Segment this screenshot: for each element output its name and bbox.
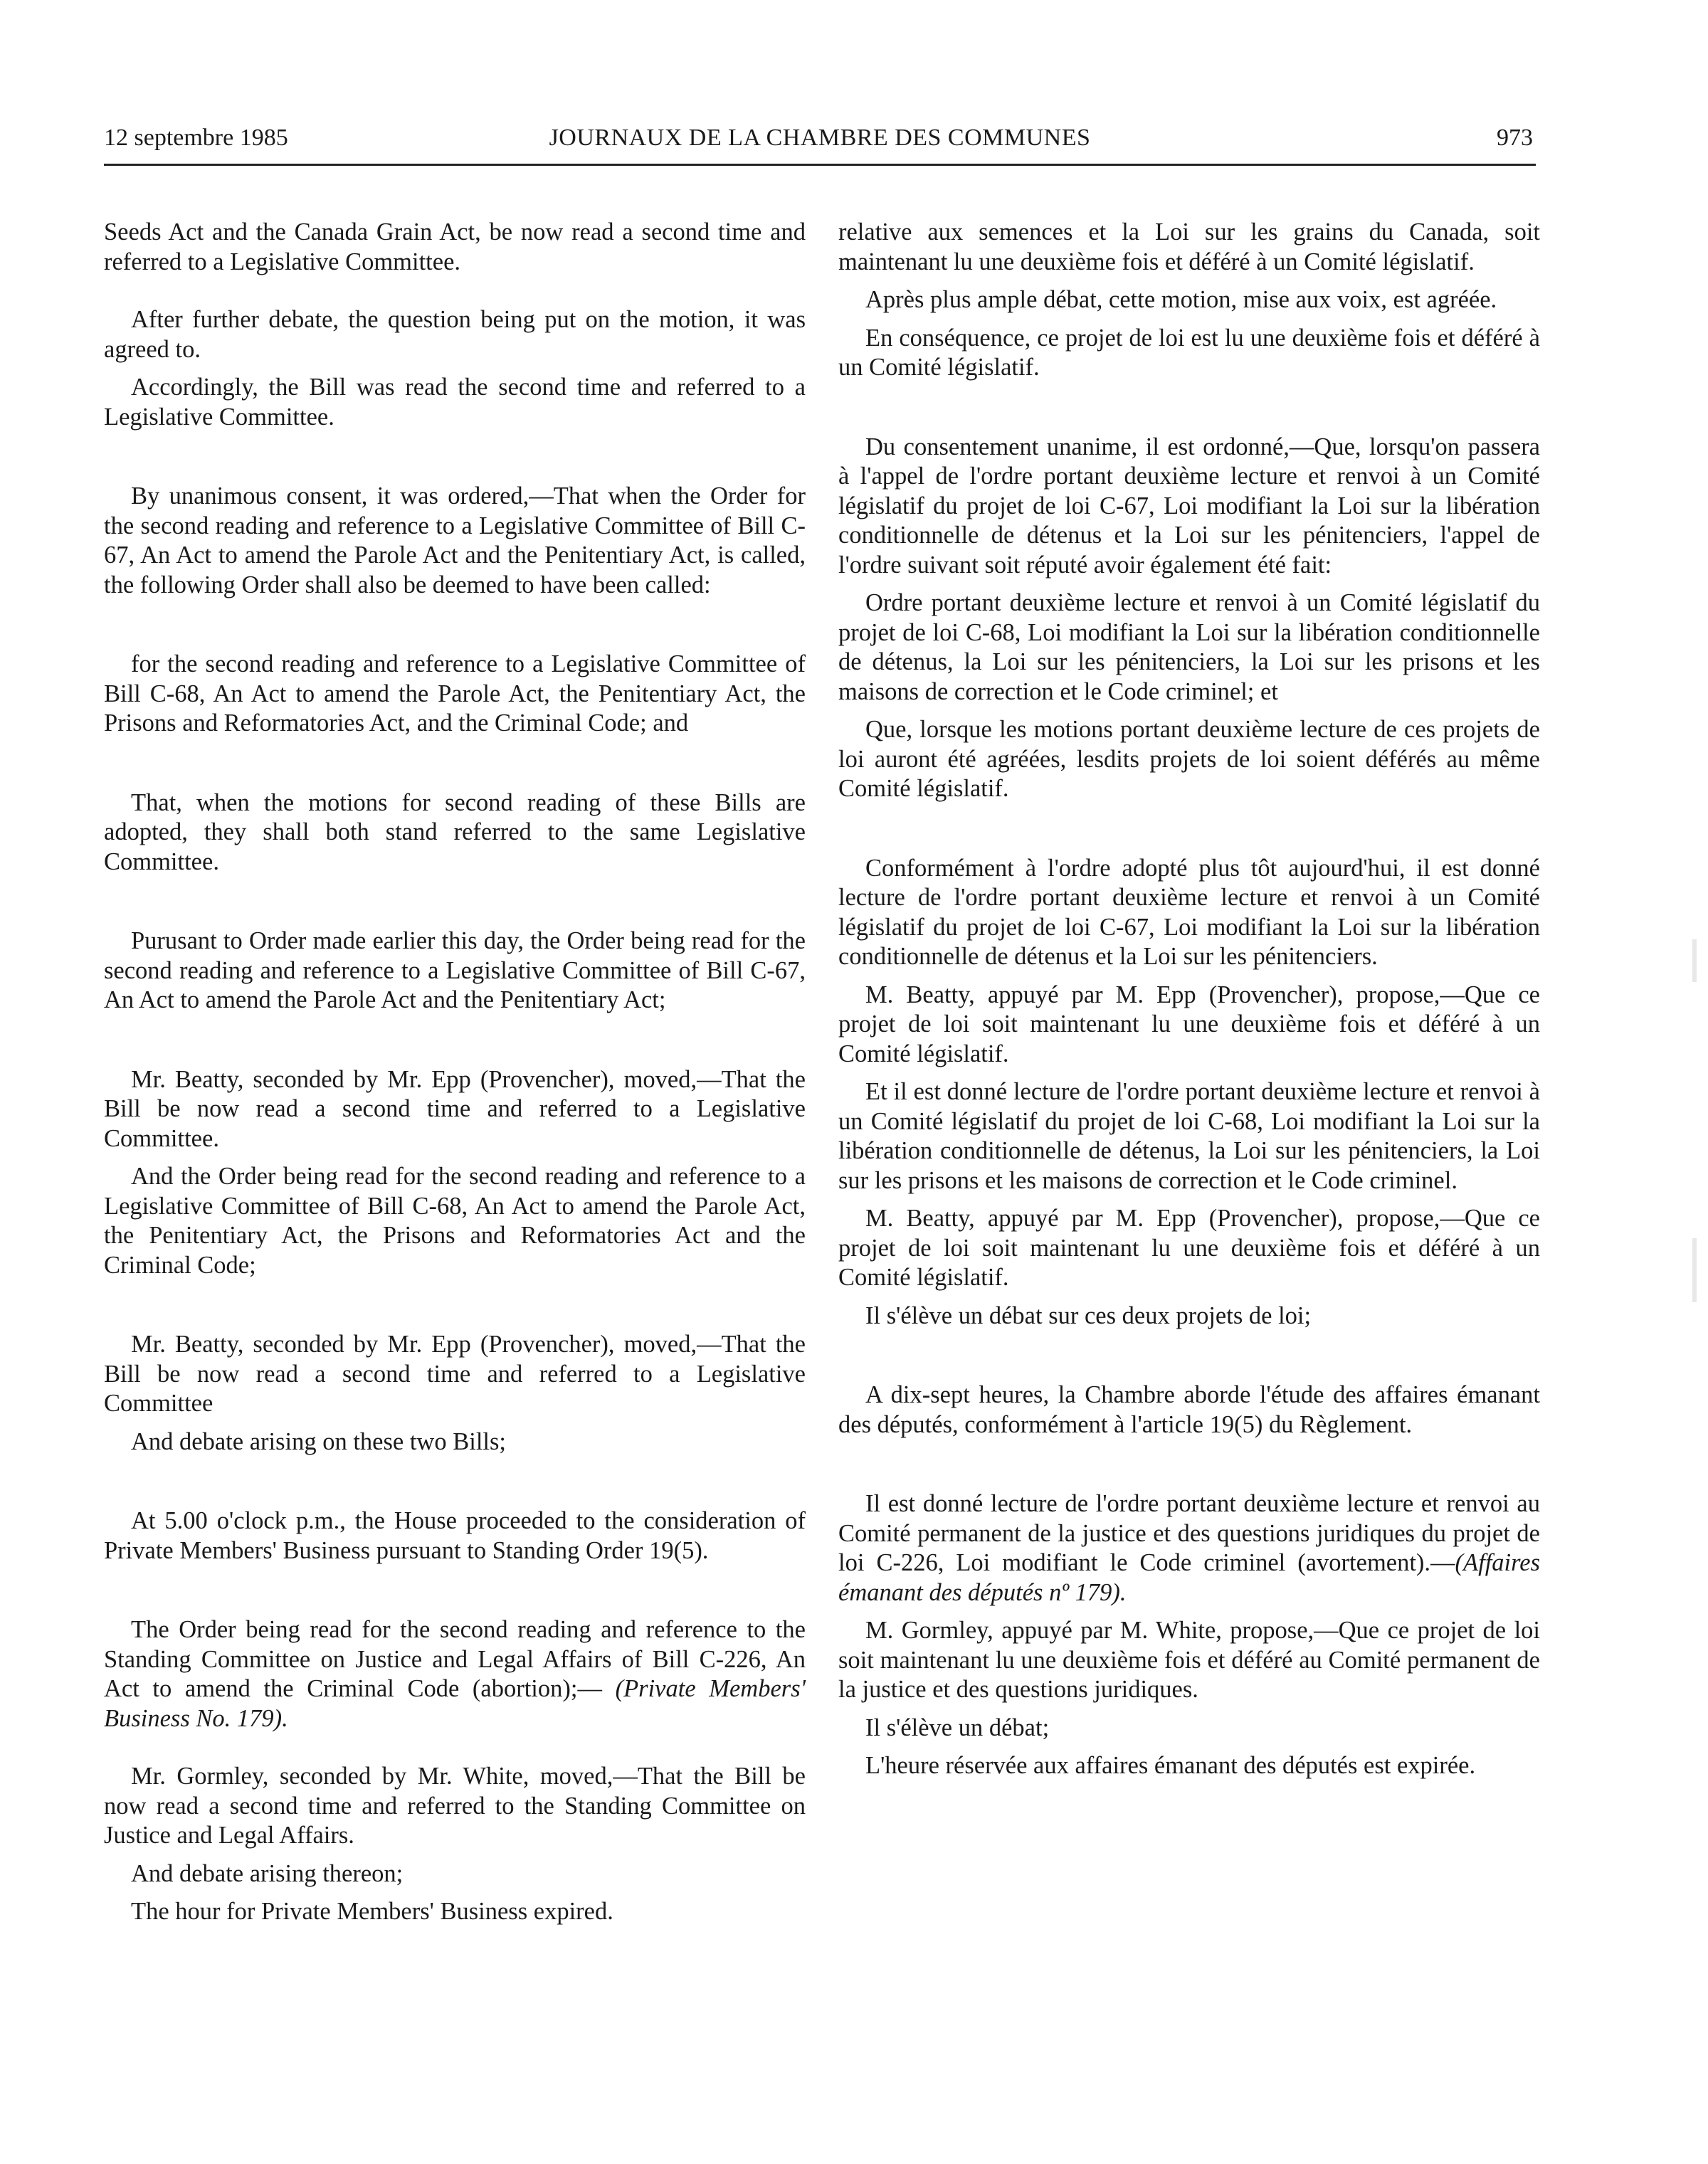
paragraph: M. Beatty, appuyé par M. Epp (Provencher), propose,—Que ce projet de loi soit maintenant lu une deuxième fois et déféré à un Comité législatif. [838, 1205, 1540, 1291]
paragraph: Que, lorsque les motions portant deuxième lecture de ces projets de loi auront été agréées, lesdits projets de loi soient déférés au même Comité législatif. [838, 716, 1540, 802]
paragraph: Il s'élève un débat sur ces deux projets de loi; [865, 1302, 1312, 1329]
paragraph [838, 1489, 1540, 1608]
paragraph-text: The Order being read for the second reading and reference to the Standing Committee on Justice and Legal Affairs of Bill C-226, An Act to amend the Criminal Code (abortion);— [104, 1616, 806, 1702]
scan-artifact [1692, 939, 1697, 982]
paragraph [104, 1615, 806, 1733]
paragraph: And the Order being read for the second reading and reference to a Legislative Committee of Bill C-68, An Act to amend the Parole Act, the Penitentiary Act, the Prisons and Reformatories Act and the Criminal Code; [104, 1163, 806, 1279]
paragraph: Accordingly, the Bill was read the second time and referred to a Legislative Committee. [104, 374, 806, 431]
paragraph: Du consentement unanime, il est ordonné,—Que, lorsqu'on passera à l'appel de l'ordre portant deuxième lecture et renvoi à un Comité législatif du projet de loi C-67, Loi modifiant la Loi sur la libération conditionnelle de détenus et la Loi sur les pénitenciers, l'appel de l'ordre suivant soit réputé avoir également été fait: [838, 433, 1540, 579]
header-date: 12 septembre 1985 [104, 125, 288, 151]
page-header [104, 120, 1536, 166]
paragraph: Ordre portant deuxième lecture et renvoi à un Comité législatif du projet de loi C-68, Loi modifiant la Loi sur la libération conditionnelle de détenus, la Loi sur les pénitenciers, la Loi sur les prisons et les maisons de correction et le Code criminel; et [838, 589, 1540, 705]
paragraph: And debate arising thereon; [131, 1859, 404, 1887]
page-number: 973 [1497, 125, 1533, 151]
paragraph: L'heure réservée aux affaires émanant des députés est expirée. [865, 1752, 1476, 1779]
paragraph: By unanimous consent, it was ordered,—That when the Order for the second reading and reference to a Legislative Committee of Bill C-67, An Act to amend the Parole Act and the Penitentiary Act, is called, the following Order shall also be deemed to have been called: [104, 482, 806, 598]
paragraph: That, when the motions for second reading of these Bills are adopted, they shall both stand referred to the same Legislative Committee. [104, 788, 806, 875]
paragraph: After further debate, the question being put on the motion, it was agreed to. [104, 306, 806, 363]
paragraph: And debate arising on these two Bills; [131, 1427, 507, 1455]
french-column [838, 218, 1540, 1781]
paragraph: Il s'élève un débat; [865, 1714, 1050, 1741]
paragraph: At 5.00 o'clock p.m., the House proceeded to the consideration of Private Members' Business pursuant to Standing Order 19(5). [104, 1507, 806, 1564]
paragraph: Après plus ample débat, cette motion, mise aux voix, est agréée. [865, 286, 1497, 313]
paragraph-text: Il est donné lecture de l'ordre portant deuxième lecture et renvoi au Comité permanent de la justice et des questions juridiques du projet de loi C-226, Loi modifiant le Code criminel (avortement).— [838, 1490, 1540, 1576]
paragraph: The hour for Private Members' Business expired. [131, 1898, 613, 1925]
paragraph: Purusant to Order made earlier this day, the Order being read for the second reading and reference to a Legislative Committee of Bill C-67, An Act to amend the Parole Act and the Penitentiary Act; [104, 927, 806, 1013]
paragraph: relative aux semences et la Loi sur les grains du Canada, soit maintenant lu une deuxième fois et déféré à un Comité législatif. [838, 218, 1540, 275]
paragraph: Et il est donné lecture de l'ordre portant deuxième lecture et renvoi à un Comité législatif du projet de loi C-68, Loi modifiant la Loi sur la libération conditionnelle de détenus, la Loi sur les pénitenciers, la Loi sur les prisons et les maisons de correction et le Code criminel. [838, 1078, 1540, 1194]
scan-artifact [1692, 1238, 1697, 1302]
english-column [104, 218, 806, 1927]
paragraph-italic: (Affaires émanant des députés nº 179). [838, 1549, 1540, 1606]
paragraph: Mr. Beatty, seconded by Mr. Epp (Provencher), moved,—That the Bill be now read a second time and referred to a Legislative Committee [104, 1331, 806, 1417]
paragraph: M. Beatty, appuyé par M. Epp (Provencher), propose,—Que ce projet de loi soit maintenant lu une deuxième fois et déféré à un Comité législatif. [838, 981, 1540, 1067]
journal-title: JOURNAUX DE LA CHAMBRE DES COMMUNES [549, 125, 1091, 151]
paragraph-italic: (Private Members' Business No. 179). [104, 1675, 806, 1732]
paragraph: Conformément à l'ordre adopté plus tôt aujourd'hui, il est donné lecture de l'ordre portant deuxième lecture et renvoi à un Comité législatif du projet de loi C-67, Loi modifiant la Loi sur la libération conditionnelle de détenus et la Loi sur les pénitenciers. [838, 854, 1540, 970]
paragraph: Mr. Beatty, seconded by Mr. Epp (Provencher), moved,—That the Bill be now read a second time and referred to a Legislative Committee. [104, 1065, 806, 1152]
paragraph: En conséquence, ce projet de loi est lu une deuxième fois et déféré à un Comité législatif. [838, 324, 1540, 381]
paragraph: Mr. Gormley, seconded by Mr. White, moved,—That the Bill be now read a second time and referred to the Standing Committee on Justice and Legal Affairs. [104, 1763, 806, 1849]
paragraph: A dix-sept heures, la Chambre aborde l'étude des affaires émanant des députés, conformément à l'article 19(5) du Règlement. [838, 1381, 1540, 1438]
paragraph: for the second reading and reference to a Legislative Committee of Bill C-68, An Act to amend the Parole Act, the Penitentiary Act, the Prisons and Reformatories Act, and the Criminal Code; and [104, 650, 806, 737]
paragraph: M. Gormley, appuyé par M. White, propose,—Que ce projet de loi soit maintenant lu une deuxième fois et déféré au Comité permanent de la justice et des questions juridiques. [838, 1617, 1540, 1703]
paragraph: Seeds Act and the Canada Grain Act, be now read a second time and referred to a Legislative Committee. [104, 218, 806, 275]
